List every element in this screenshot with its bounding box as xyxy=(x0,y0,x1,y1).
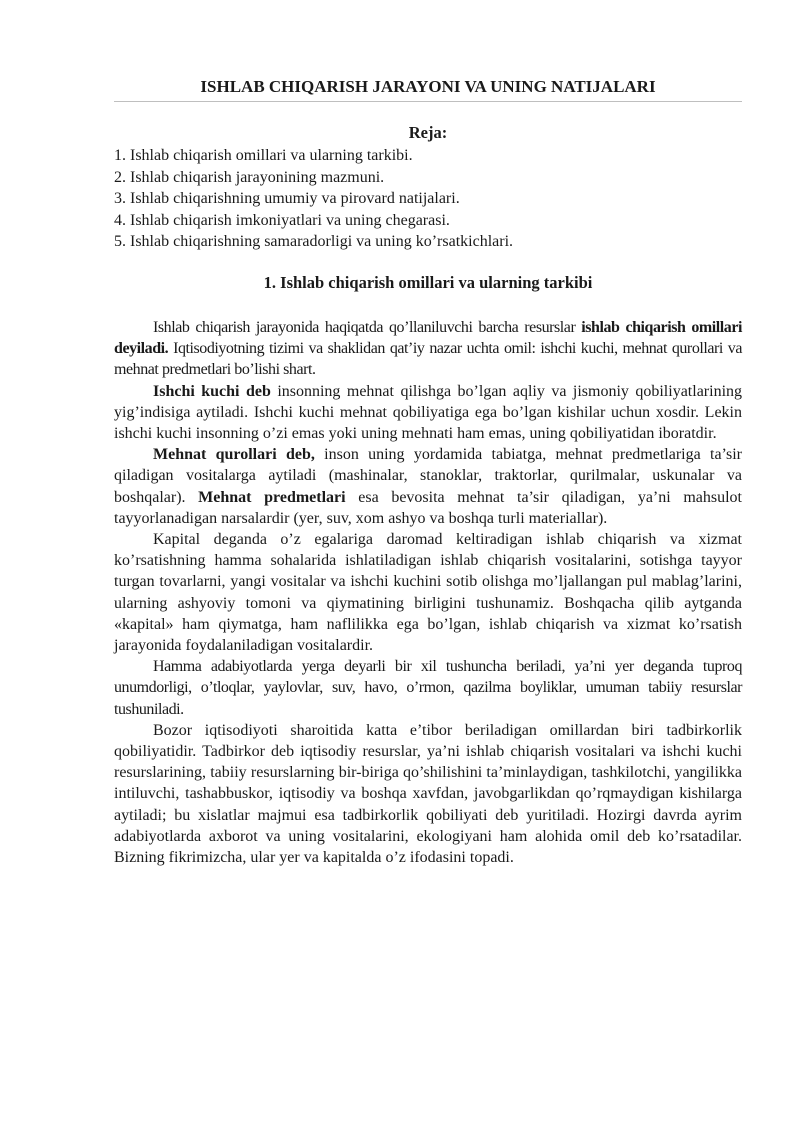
paragraph-text: esa bevosita mehnat ta’sir qiladigan, ya’ni mahsulot tayyorlanadigan narsalardir (yer, suv, xom ashyo va boshqa turli materiallar). xyxy=(114,488,742,527)
paragraph-text: Ishlab chiqarish jarayonida haqiqatda qo’llaniluvchi barcha resurslar xyxy=(153,319,582,336)
document-body xyxy=(114,317,742,868)
section-heading: 1. Ishlab chiqarish omillari va ularning tarkibi xyxy=(263,273,593,292)
paragraph-bold: ishlab chiqarish omillari deyiladi. xyxy=(114,319,742,358)
paragraph-text: Iqtisodiyotning tizimi va shaklidan qat’iy nazar uchta omil: ishchi kuchi, mehnat qurollari va mehnat predmetlari bo’lishi shart. xyxy=(114,340,742,379)
paragraph-text: inson uning yordamida tabiatga, mehnat predmetlariga ta’sir qiladigan vositalarga aytiladi (mashinalar, stanoklar, traktorlar, qurilmalar, uskunalar va boshqalar). xyxy=(114,446,742,506)
plan-item: 5. Ishlab chiqarishning samaradorligi va uning ko’rsatkichlari. xyxy=(114,233,514,250)
paragraph-text: insonning mehnat qilishga bo’lgan aqliy va jismoniy qobiliyatlarining yig’indisiga aytiladi. Ishchi kuchi mehnat qobiliyatiga ega bo’lgan kishilar uchun xosdir. Lekin ishchi kuchi insonning o’zi emas yoki uning mehnati ham emas, uning qobiliyatidan iboratdir. xyxy=(114,382,743,443)
paragraph-labor-force xyxy=(114,381,742,445)
paragraph-factors-definition xyxy=(114,317,742,381)
paragraph-capital xyxy=(114,529,742,656)
plan-item: 3. Ishlab chiqarishning umumiy va pirovard natijalari. xyxy=(114,190,460,207)
paragraph-text: Kapital deganda o’z egalariga daromad keltiradigan ishlab chiqarish va xizmat ko’rsatishning hamma sohalarida ishlatiladigan ishlab chiqarish vositalarini, sotishga tayyor turgan tovarlarni, yangi vositalar va ishchi kuchini sotib olishga mo’ljallangan pul mablag’larini, ularning ashyoviy tomoni va qiymatining birligini tushunamiz. Boshqacha qilib aytganda «kapital» ham qiymatga, ham naflilikka ega bo’lgan, ishlab chiqarish va xizmat ko’rsatish jarayonida foydalaniladigan vositalardir. xyxy=(114,531,742,655)
paragraph-bold: Mehnat predmetlari xyxy=(198,488,346,506)
plan-item: 2. Ishlab chiqarish jarayonining mazmuni. xyxy=(114,168,385,186)
paragraph-bold: Ishchi kuchi deb xyxy=(153,382,271,400)
plan-item: 1. Ishlab chiqarish omillari va ularning tarkibi. xyxy=(114,147,413,164)
paragraph-text: Hamma adabiyotlarda yerga deyarli bir xil tushuncha beriladi, ya’ni yer deganda tuproq unumdorligi, o’tloqlar, yaylovlar, suv, havo, o’rmon, qazilma boyliklar, umuman tabiiy resurslar tushuniladi. xyxy=(114,658,742,718)
paragraph-text: Bozor iqtisodiyoti sharoitida katta e’tibor beriladigan omillardan biri tadbirkorlik qobiliyatidir. Tadbirkor deb iqtisodiy resurslar, ya’ni ishlab chiqarish vositalari va ishchi kuchi resurslarining, tabiiy resurslarning bir-biriga qo’shilishini ta’minlaydigan, tashkilotchi, yangilikka intiluvchi, tashabbuskor, iqtisodiy va boshqa xavfdan, javobgarlikdan qo’rqmaydigan kishilarga aytiladi; bu xislatlar majmui esa tadbirkorlik qobiliyati deb yuritiladi. Hozirgi davrda ayrim adabiyotlarda axborot va uning vositalarini, ekologiyani ham alohida omil deb ko’rsatadilar. Bizning fikrimizcha, ular yer va kapitalda o’z ifodasini topadi. xyxy=(114,721,742,867)
paragraph-land xyxy=(114,656,742,720)
paragraph-means-of-labor xyxy=(114,444,742,529)
plan-heading: Reja: xyxy=(408,123,448,142)
plan-list xyxy=(114,145,742,253)
paragraph-bold: Mehnat qurollari deb, xyxy=(153,446,315,464)
plan-item: 4. Ishlab chiqarish imkoniyatlari va uning chegarasi. xyxy=(114,211,450,229)
document-title: ISHLAB CHIQARISH JARAYONI VA UNING NATIJALARI xyxy=(114,77,742,102)
paragraph-entrepreneurship xyxy=(114,720,742,868)
